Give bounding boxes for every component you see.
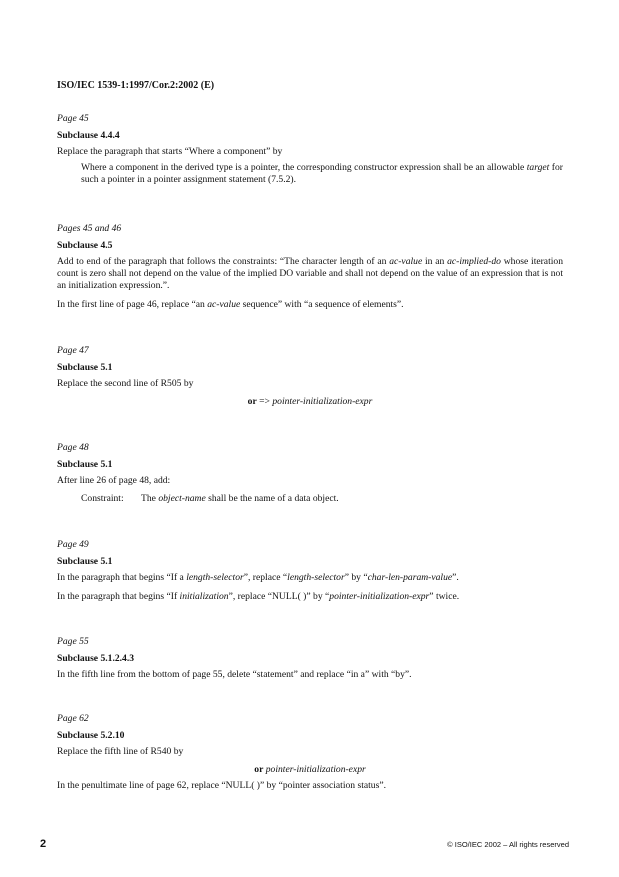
section-page-45 [57,113,563,186]
text-run: for such a pointer in a pointer assignment statement (7.5.2). [81,162,563,185]
section-pages-45-46 [57,223,563,311]
instruction-text: Replace the second line of R505 by [57,378,194,389]
text-run: In the first line of page 46, replace “an [57,299,208,310]
text-run: ”. [452,572,459,583]
term-italic: length-selector [287,572,345,583]
page-reference: Page 49 [57,539,89,550]
text-run: sequence” with “a sequence of elements”. [240,299,404,310]
subclause-heading: Subclause 5.1 [57,459,113,470]
term-italic: initialization [179,591,229,602]
instruction-text [57,299,563,311]
subclause-heading: Subclause 4.5 [57,240,113,251]
subclause-heading: Subclause 5.2.10 [57,730,125,741]
text-run: Where a component in the derived type is a pointer, the corresponding constructor expression shall be an allowable [81,162,527,173]
instruction-text [57,572,563,584]
section-page-48 [57,442,563,505]
term-italic: target [526,162,550,173]
subclause-heading: Subclause 5.1.2.4.3 [57,653,135,664]
copyright-notice: © ISO/IEC 2002 – All rights reserved [447,840,569,849]
page-reference: Pages 45 and 46 [57,223,122,234]
text-run: in an [422,256,448,267]
constraint-text [81,493,563,505]
instruction-text: In the penultimate line of page 62, replace “NULL( )” by “pointer association status”. [57,780,386,791]
text-run: ”, replace “ [243,572,288,583]
text-run: ” by “ [344,572,368,583]
instruction-text [57,591,563,603]
term-italic: length-selector [186,572,244,583]
instruction-text: Replace the fifth line of R540 by [57,746,184,757]
syntax-rule [57,764,563,776]
text-run: => [256,396,273,407]
page-reference: Page 62 [57,713,89,724]
text-run: whose iteration count is zero shall not depend on the value of the implied DO variable and shall not depend on the value of an expression that is not an initialization expression.”. [57,256,563,291]
section-page-49 [57,539,563,603]
text-run: shall be the name of a data object. [205,493,339,504]
term-italic: ac-value [389,256,423,267]
section-page-47 [57,345,563,408]
keyword-bold: or [247,396,257,407]
text-run: ”, replace “NULL( )” by “ [228,591,330,602]
page-reference: Page 47 [57,345,89,356]
section-page-62 [57,713,563,792]
term-italic: pointer-initialization-expr [265,764,366,775]
subclause-heading: Subclause 5.1 [57,556,113,567]
instruction-text: In the fifth line from the bottom of page 55, delete “statement” and replace “in a” with “by”. [57,669,412,680]
constraint-label: Constraint: [81,493,124,504]
document-page [57,0,563,877]
keyword-bold: or [254,764,264,775]
term-italic: object-name [158,493,206,504]
instruction-text [57,256,563,292]
instruction-text: Replace the paragraph that starts “Where a component” by [57,146,283,157]
replacement-text [81,162,563,186]
text-run: The [141,493,159,504]
subclause-heading: Subclause 4.4.4 [57,130,120,141]
syntax-rule [57,396,563,408]
section-page-55 [57,636,563,681]
term-italic: char-len-param-value [367,572,453,583]
text-run: In the paragraph that begins “If [57,591,180,602]
term-italic: ac-value [207,299,241,310]
page-reference: Page 45 [57,113,89,124]
term-italic: pointer-initialization-expr [272,396,373,407]
instruction-text: After line 26 of page 48, add: [57,475,171,486]
text-run: ” twice. [429,591,460,602]
page-reference: Page 55 [57,636,89,647]
term-italic: ac-implied-do [447,256,501,267]
subclause-heading: Subclause 5.1 [57,362,113,373]
document-title: ISO/IEC 1539-1:1997/Cor.2:2002 (E) [57,80,215,91]
page-reference: Page 48 [57,442,89,453]
text-run: In the paragraph that begins “If a [57,572,187,583]
page-number: 2 [40,838,47,850]
text-run: Add to end of the paragraph that follows the constraints: “The character length of an [57,256,390,267]
term-italic: pointer-initialization-expr [329,591,430,602]
